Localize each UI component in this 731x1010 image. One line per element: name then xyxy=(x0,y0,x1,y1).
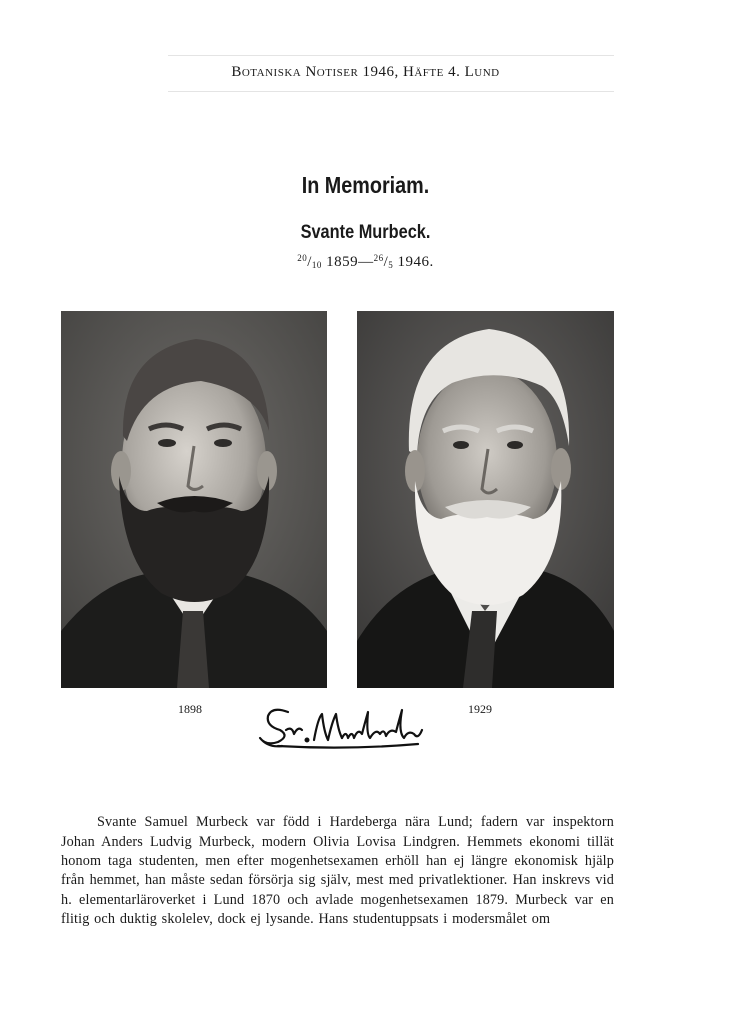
portrait-photo-1898 xyxy=(61,311,327,688)
article-subtitle: Svante Murbeck. xyxy=(300,222,431,243)
portrait-1898-image xyxy=(61,311,327,688)
portrait-photo-1929 xyxy=(357,311,614,688)
running-head: Botaniska Notiser 1946, Häfte 4. Lund xyxy=(231,64,500,80)
death-year: 1946. xyxy=(397,254,434,270)
body-paragraph: Svante Samuel Murbeck var född i Hardeberga nära Lund; fadern var inspektorn Johan Anders Ludvig Murbeck, modern Olivia Lovisa Lindgren. Hemmets ekonomi tillät honom taga studenten, men efter mogenhetsexamen erhöll han ej längre ekonomisk hjälp från hemmet, han måste sedan försörja sig själv, mest med privatlektioner. Han inskrevs vid h. elementarläroverket i Lund 1870 och avlade mogenhetsexamen 1879. Murbeck var en flitig och duktig skolelev, dock ej lysande. Hans studentuppsats i modersmålet om xyxy=(61,814,614,928)
header-rule-bottom xyxy=(168,91,614,92)
death-day: 26 xyxy=(373,253,384,263)
photo-caption-1929: 1929 xyxy=(468,702,492,716)
handwritten-signature xyxy=(258,704,424,752)
photo-caption-1898: 1898 xyxy=(178,702,202,716)
date-separator: — xyxy=(358,254,374,270)
header-rule-top xyxy=(168,55,614,56)
birth-year: 1859 xyxy=(326,254,359,270)
portrait-1929-image xyxy=(357,311,614,688)
life-dates: $^{20}/_{10}$ $1859—^{26}/_5$ 1946. xyxy=(297,253,434,270)
article-title: In Memoriam. xyxy=(301,172,430,198)
birth-month: 10 xyxy=(311,260,322,270)
death-month: 5 xyxy=(388,260,394,270)
birth-day: 20 xyxy=(297,253,308,263)
